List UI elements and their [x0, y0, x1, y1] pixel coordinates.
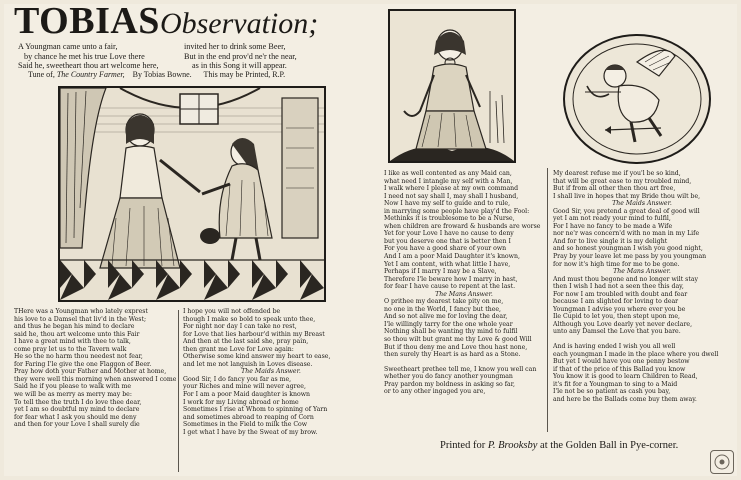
verse-line: THere was a Youngman who lately exprest	[14, 308, 148, 315]
verse-column-3	[384, 170, 544, 396]
verse-line	[384, 359, 544, 366]
verse-line: Otherwise some kind answer my heart to ease,	[183, 353, 331, 361]
ballad-title	[14, 2, 318, 40]
verse-line: Sometimes in the Field to milk the Cow	[183, 421, 308, 429]
verse-line: if that of the price of this Ballad you know	[553, 365, 686, 373]
verse-line: for Love that lies harbour'd within my Breast	[183, 330, 325, 338]
woodcut-woman	[388, 9, 516, 163]
verse-line: or to any other ingaged you are,	[384, 388, 486, 396]
intro-line: by chance he met his true Love there	[24, 51, 145, 61]
verse-line: I walk where I please at my own command	[384, 185, 519, 193]
verse-line: Pray by your leave let me pass by you youngman	[553, 253, 707, 261]
verse-line: And I am a poor Maid Daughter it's known,	[384, 253, 520, 261]
verse-line: come pray let us to the Tavern walk	[14, 345, 127, 353]
verse-line: it's fit for a Youngman to sing to a Maid	[553, 380, 678, 388]
intro-line: Said he, sweetheart thou art welcome here,	[18, 61, 159, 71]
column-rule	[178, 310, 179, 472]
verse-line: But if thou deny me and Love thou hast none,	[384, 343, 528, 351]
verse-line: whether you do fancy another youngman	[384, 373, 513, 381]
verse-line: Good Sir, you pretend a great deal of good will	[553, 207, 700, 215]
title-main: TOBIAS	[14, 0, 160, 42]
verse-line: Good Sir, I do fancy you far as me,	[183, 375, 292, 383]
section-heading: The Maids Answer.	[241, 368, 301, 376]
tune-author: By Tobias Bowne.	[132, 70, 192, 79]
verse-line: For now I am troubled with doubt and fear	[553, 290, 688, 298]
verse-line: Sometimes I rise at Whom to spinning of Yarn	[183, 406, 328, 414]
verse-line: for fear I have cause to repent at the last.	[384, 283, 516, 291]
intro-line: A Youngman came unto a fair,	[18, 42, 118, 51]
verse-line: for Faring I'le give the one Flaggon of Beer.	[14, 360, 152, 368]
tune-line	[28, 70, 358, 79]
verse-line: they were well this morning when answered I come	[14, 375, 176, 383]
verse-line: I work for my Living abroad or home	[183, 398, 299, 406]
verse-line: Perhaps if I marry I may be a Slave,	[384, 268, 497, 276]
verse-line	[553, 336, 731, 343]
verse-line: Sweetheart prethee tell me, I know you well can	[384, 365, 537, 373]
verse-line: Methinks it is troublesome to be a Nurse,	[384, 215, 515, 223]
verse-line: though I make so bold to speak unto thee,	[183, 315, 316, 323]
woodcut-couple	[58, 86, 326, 302]
verse-line: that will be great ease to my troubled mind,	[553, 177, 692, 185]
verse-line: then surely thy Heart is as hard as a Stone.	[384, 351, 521, 359]
verse-column-2	[183, 308, 359, 436]
verse-line: and let me not languish in Loves disease.	[183, 360, 313, 368]
verse-line: Said he if you please to walk with me	[14, 383, 132, 391]
verse-line: unto any Damsel the Love that you bare.	[553, 328, 681, 336]
verse-line: And must thou begone and no longer wilt stay	[553, 275, 699, 283]
verse-line: and here be the Ballads come buy them away.	[553, 395, 697, 403]
verse-line: and thus he began his mind to declare	[14, 323, 135, 331]
title-rest: Observation;	[159, 7, 319, 40]
verse-line: Youngman I advise you where ever you be	[553, 305, 686, 313]
verse-line: what need I intangle my self with a Man,	[384, 177, 513, 185]
verse-line: And for to live single it is my delight	[553, 237, 668, 245]
library-stamp	[710, 450, 734, 474]
verse-line: I'le willingly tarry for the one whole year	[384, 320, 513, 328]
verse-line: And so not alive me for loving the dear,	[384, 313, 508, 321]
verse-line: To tell thee the truth I do love thee dear,	[14, 398, 142, 406]
verse-line: in marrying some people have play'd the Fool:	[384, 207, 530, 215]
verse-line: Now I have my self to guide and to rule,	[384, 200, 511, 208]
verse-line: I shall live in hopes that my Bride thou wilt be,	[553, 192, 701, 200]
verse-line: then grant me Love for Love again:	[183, 345, 294, 353]
verse-line: For I am a poor Maid daughter is known	[183, 391, 310, 399]
verse-line: My dearest refuse me if you'l be so kind,	[553, 170, 681, 177]
section-heading: The Mans Answer.	[613, 268, 671, 276]
verse-line: I hope you will not offended be	[183, 308, 281, 315]
verse-column-1	[14, 308, 176, 429]
verse-line: Yet I am content, with what little I have,	[384, 260, 511, 268]
verse-line: no one in the World, I fancy but thee,	[384, 305, 502, 313]
verse-line: because I am slighted for loving to dear	[553, 298, 679, 306]
verse-line: I need not say shall I, may shall I husband,	[384, 192, 519, 200]
verse-line: we will be as merry as merry may be:	[14, 391, 132, 399]
intro-line: But in the end prov'd ne'r the near,	[184, 51, 297, 61]
verse-line: I get what I have by the Sweat of my brow.	[183, 428, 318, 436]
intro-line: as in this Song it will appear.	[192, 61, 287, 71]
verse-line: And then at the last said she, pray pain,	[183, 338, 309, 346]
intro-right	[184, 42, 364, 71]
verse-line: Yet for your Love I have no cause to deny	[384, 230, 514, 238]
woodcut-cupid	[563, 34, 711, 164]
verse-line: nor ne'r was concern'd with no man in my Life	[553, 230, 700, 238]
verse-line: For you have a good share of your own	[384, 245, 507, 253]
verse-line: Although you Love dearly yet never declare,	[553, 320, 693, 328]
verse-line: He so the no harm thou needest not fear,	[14, 353, 143, 361]
verse-line: each youngman I made in the place where you dwell	[553, 350, 719, 358]
verse-line: You know it is good to learn Children to Read,	[553, 373, 698, 381]
tune-name: The Country Farmer,	[56, 70, 125, 79]
imprint-printed-for: Printed for	[440, 440, 486, 451]
verse-line: I like as well contented as any Maid can,	[384, 170, 512, 177]
verse-line: Pray pardon my boldness in asking so far,	[384, 380, 515, 388]
verse-line: I'le not be so patient as cash you bay,	[553, 388, 671, 396]
verse-line: O prithee my dearest take pity on me,	[384, 298, 504, 306]
intro-line: invited her to drink some Beer,	[184, 42, 286, 51]
verse-line: and sometimes abroad to reaping of Corn	[183, 413, 314, 421]
verse-line: said he, thou art welcome unto this Fair	[14, 330, 140, 338]
verse-line: when children are froward & husbands are worse	[384, 222, 541, 230]
verse-line: I have a great mind with thee to talk,	[14, 338, 131, 346]
verse-line: but you deserve one that is better then I	[384, 237, 511, 245]
imprint-location: at the Golden Ball in Pye-corner.	[540, 440, 679, 451]
imprint-line	[440, 440, 678, 451]
verse-line: for fear what I ask you should me deny	[14, 413, 137, 421]
verse-line: And is having ended I wish you all well	[553, 343, 676, 351]
tune-prefix: Tune of,	[28, 70, 55, 79]
verse-line: so thou wilt but grant me thy Love & good Will	[384, 336, 532, 344]
verse-line: For night nor day I can take no rest,	[183, 323, 297, 331]
verse-line: for now it's high time for me to be gone.	[553, 260, 680, 268]
verse-line: Ile Cupid to let you, then stept upon me,	[553, 313, 680, 321]
imprint-printer: P. Brooksby	[487, 440, 538, 451]
verse-column-4	[553, 170, 731, 403]
verse-line: Therefore I'le beware how I marry in hast,	[384, 275, 518, 283]
verse-line: For I have no fancy to be made a Wife	[553, 222, 673, 230]
verse-line: your Riches and mine will never agree,	[183, 383, 306, 391]
tune-licence: This may be Printed, R.P.	[203, 70, 286, 79]
verse-line: yet I am so doubtful my mind to declare	[14, 406, 140, 414]
verse-line: Nothing shall be wanting thy mind to fulfil	[384, 328, 518, 336]
intro-left	[18, 42, 178, 71]
verse-line: yet I am not ready your mind to fulfil,	[553, 215, 671, 223]
verse-line: and then for your Love I shall surely die	[14, 421, 140, 429]
verse-line: then I wish I had not a seen thee this day,	[553, 283, 684, 291]
verse-line: and so honest youngman I wish you good night,	[553, 245, 703, 253]
column-rule	[547, 168, 548, 432]
verse-line: his love to a Damsel that liv'd in the West;	[14, 315, 147, 323]
verse-line: Pray how doth your Father and Mother at home,	[14, 368, 167, 376]
verse-line: But yet I would have you one penny bestow	[553, 358, 690, 366]
verse-line: But if from all other then thou art free,	[553, 185, 676, 193]
section-heading: The Mans Answer.	[435, 290, 493, 298]
section-heading: The Maids Answer.	[612, 200, 672, 208]
